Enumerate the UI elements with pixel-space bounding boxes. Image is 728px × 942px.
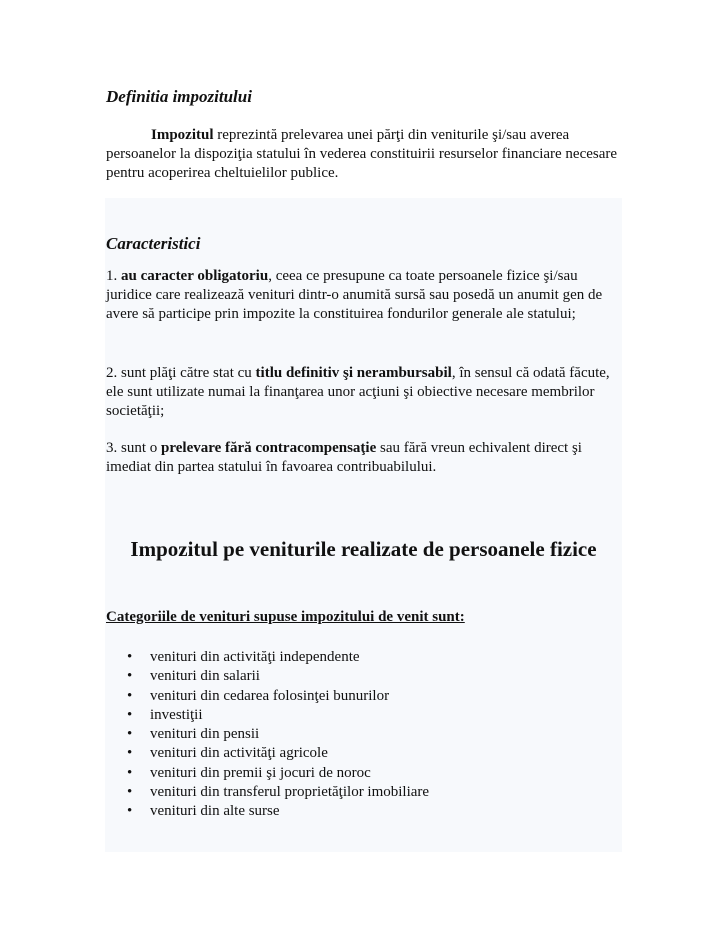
bullet-icon: • <box>127 784 133 801</box>
list-item-text: investiţii <box>150 706 203 723</box>
caracteristica-3-prefix: 3. sunt o <box>106 440 162 456</box>
list-item <box>106 706 429 725</box>
caracteristica-3-text: sau fără vreun echivalent direct şi imediat din partea statului în favoarea contribuabilului. <box>106 440 582 475</box>
list-item-text: venituri din salarii <box>150 668 260 685</box>
definitia-text: reprezintă prelevarea unei părţi din veniturile şi/sau averea persoanelor la dispoziţia statului în vederea constituirii resurselor financiare necesare pentru acoperirea cheltuielilor publice. <box>106 127 618 181</box>
list-item <box>106 667 429 686</box>
caracteristica-2 <box>106 364 626 421</box>
list-item <box>106 744 429 763</box>
list-item-text: venituri din activităţi independente <box>150 649 360 665</box>
caracteristica-3 <box>106 439 626 477</box>
bullet-icon: • <box>127 726 133 743</box>
list-item <box>106 648 429 667</box>
categories-title: Categoriile de venituri supuse impozitului de venit sunt: <box>106 609 465 625</box>
bullet-icon: • <box>127 687 133 704</box>
bullet-icon: • <box>127 668 133 685</box>
caracteristica-3-bold: prelevare fără contracompensaţie <box>161 440 377 456</box>
list-item-text: venituri din cedarea folosinţei bunurilor <box>150 687 390 704</box>
list-item <box>106 783 429 802</box>
caracteristica-1 <box>106 267 626 324</box>
bullet-icon: • <box>127 745 133 762</box>
caracteristica-2-text: , în sensul că odată făcute, ele sunt utilizate numai la finanţarea unor acţiuni şi obiective necesare membrilor societăţii; <box>106 365 610 419</box>
list-item <box>106 764 429 783</box>
list-item-text: venituri din premii şi jocuri de noroc <box>150 764 371 781</box>
bold-term-impozitul: Impozitul <box>151 127 214 143</box>
caracteristica-1-prefix: 1. <box>106 268 121 284</box>
bullet-icon: • <box>127 649 133 665</box>
caracteristica-2-bold: titlu definitiv şi nerambursabil <box>255 365 452 381</box>
heading-caracteristici: Caracteristici <box>106 234 201 253</box>
list-item <box>106 687 429 706</box>
list-item <box>106 725 429 744</box>
bullet-icon: • <box>127 706 133 723</box>
list-item <box>106 802 429 821</box>
heading-definitia: Definitia impozitului <box>106 87 252 106</box>
list-item-text: venituri din pensii <box>150 726 260 743</box>
caracteristica-1-text: , ceea ce presupune ca toate persoanele fizice şi/sau juridice care realizează venituri dintr-o anumită sursă sau posedă un anumit gen de avere să participe prin impozite la constituirea fondurilor generale ale statului; <box>106 268 603 322</box>
list-item-text: venituri din activităţi agricole <box>150 745 328 762</box>
definitia-paragraph <box>106 126 626 183</box>
caracteristica-2-prefix: 2. sunt plăţi către stat cu <box>106 365 256 381</box>
categories-list <box>106 648 429 822</box>
bullet-icon: • <box>127 764 133 781</box>
list-item-text: venituri din alte surse <box>150 803 280 820</box>
caracteristica-1-bold: au caracter obligatoriu <box>121 268 269 284</box>
section-heading-impozit-persoane-fizice: Impozitul pe veniturile realizate de persoanele fizice <box>130 537 597 561</box>
list-item-text: venituri din transferul proprietăţilor imobiliare <box>150 784 430 801</box>
bullet-icon: • <box>127 803 133 820</box>
